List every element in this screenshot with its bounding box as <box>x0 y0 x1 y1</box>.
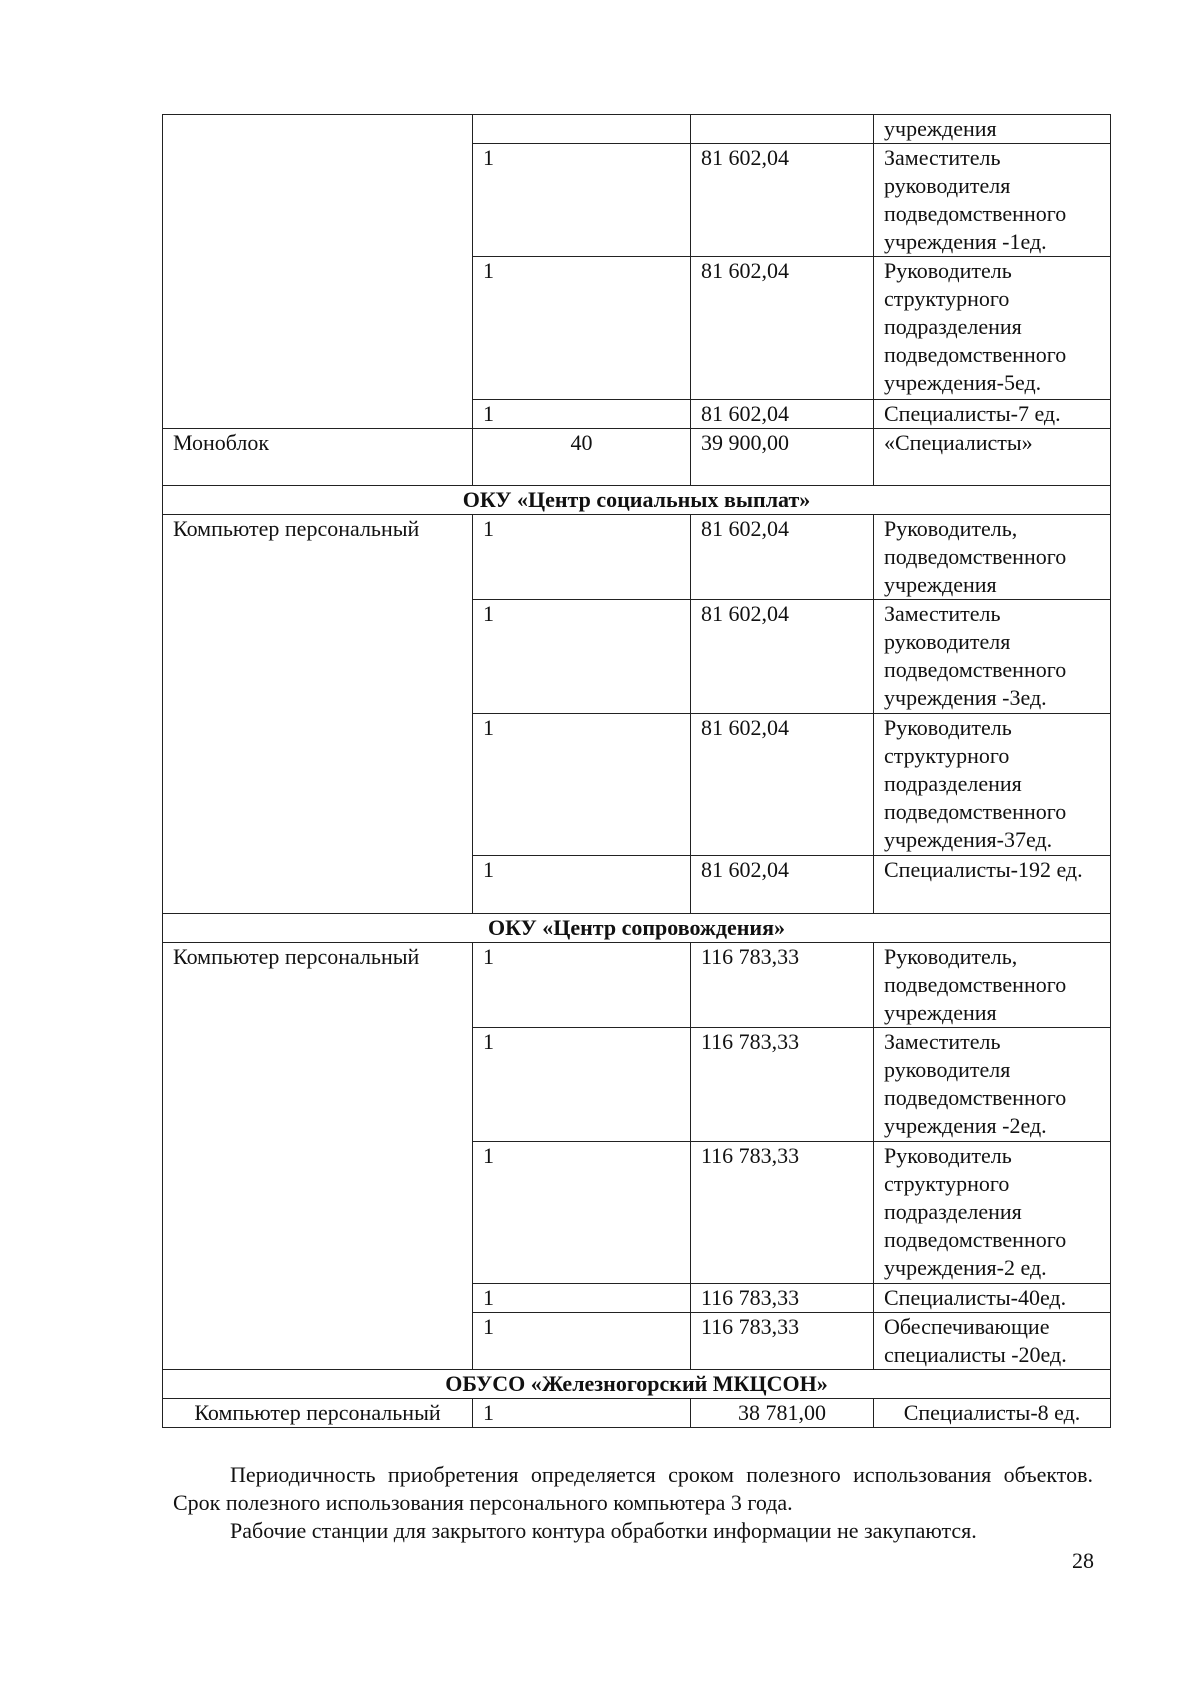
qty-cell: 1 <box>473 856 691 914</box>
section-title: ОКУ «Центр социальных выплат» <box>163 486 1111 515</box>
qty-cell: 1 <box>473 943 691 1028</box>
section-header-row <box>163 914 1111 943</box>
qty-cell: 40 <box>473 429 691 486</box>
table-row <box>163 943 1111 1028</box>
position-cell: Руководитель структурного подразделения подведомственного учреждения-5ед. <box>874 257 1111 400</box>
item-name-cell: Компьютер персональный <box>163 943 473 1370</box>
position-cell: Специалисты-8 ед. <box>874 1399 1111 1428</box>
position-cell: Руководитель, подведомственного учреждения <box>874 943 1111 1028</box>
qty-cell: 1 <box>473 1142 691 1284</box>
price-cell: 81 602,04 <box>691 515 874 600</box>
paragraph-closed-circuit: Рабочие станции для закрытого контура обработки информации не закупаются. <box>230 1518 977 1543</box>
paragraph-periodicity: Периодичность приобретения определяется сроком полезного использования объектов. Срок полезного использования персонального компьютера 3 года. <box>173 1462 1093 1515</box>
equipment-table <box>162 114 1111 1428</box>
price-cell: 81 602,04 <box>691 714 874 856</box>
item-name-cell <box>163 115 473 429</box>
position-cell: Руководитель структурного подразделения подведомственного учреждения-2 ед. <box>874 1142 1111 1284</box>
position-cell: Обеспечивающие специалисты -20ед. <box>874 1313 1111 1370</box>
position-cell: «Специалисты» <box>874 429 1111 486</box>
qty-cell: 1 <box>473 257 691 400</box>
qty-cell: 1 <box>473 1399 691 1428</box>
price-cell: 116 783,33 <box>691 1313 874 1370</box>
position-cell: Заместитель руководителя подведомственного учреждения -3ед. <box>874 600 1111 714</box>
position-cell: Руководитель структурного подразделения подведомственного учреждения-37ед. <box>874 714 1111 856</box>
qty-cell: 1 <box>473 600 691 714</box>
table-row <box>163 515 1111 600</box>
section-title: ОБУСО «Железногорский МКЦСОН» <box>163 1370 1111 1399</box>
section-header-row <box>163 1370 1111 1399</box>
position-cell: Заместитель руководителя подведомственного учреждения -2ед. <box>874 1028 1111 1142</box>
section-title: ОКУ «Центр сопровождения» <box>163 914 1111 943</box>
qty-cell: 1 <box>473 1028 691 1142</box>
price-cell <box>691 115 874 144</box>
position-cell: Специалисты-40ед. <box>874 1284 1111 1313</box>
price-cell: 116 783,33 <box>691 1142 874 1284</box>
item-name-cell: Компьютер персональный <box>163 515 473 914</box>
position-cell: Специалисты-7 ед. <box>874 400 1111 429</box>
item-name-cell: Компьютер персональный <box>163 1399 473 1428</box>
price-cell: 39 900,00 <box>691 429 874 486</box>
qty-cell <box>473 115 691 144</box>
table-row <box>163 429 1111 486</box>
position-cell: Заместитель руководителя подведомственного учреждения -1ед. <box>874 144 1111 257</box>
page-number: 28 <box>1072 1548 1094 1573</box>
qty-cell: 1 <box>473 515 691 600</box>
price-cell: 81 602,04 <box>691 856 874 914</box>
qty-cell: 1 <box>473 400 691 429</box>
price-cell: 116 783,33 <box>691 1284 874 1313</box>
qty-cell: 1 <box>473 1284 691 1313</box>
price-cell: 116 783,33 <box>691 1028 874 1142</box>
price-cell: 81 602,04 <box>691 400 874 429</box>
price-cell: 38 781,00 <box>691 1399 874 1428</box>
qty-cell: 1 <box>473 1313 691 1370</box>
qty-cell: 1 <box>473 144 691 257</box>
position-cell: учреждения <box>874 115 1111 144</box>
position-cell: Руководитель, подведомственного учреждения <box>874 515 1111 600</box>
section-header-row <box>163 486 1111 515</box>
position-cell: Специалисты-192 ед. <box>874 856 1111 914</box>
table-row <box>163 1399 1111 1428</box>
price-cell: 81 602,04 <box>691 600 874 714</box>
table-row <box>163 115 1111 144</box>
price-cell: 116 783,33 <box>691 943 874 1028</box>
price-cell: 81 602,04 <box>691 144 874 257</box>
qty-cell: 1 <box>473 714 691 856</box>
price-cell: 81 602,04 <box>691 257 874 400</box>
item-name-cell: Моноблок <box>163 429 473 486</box>
